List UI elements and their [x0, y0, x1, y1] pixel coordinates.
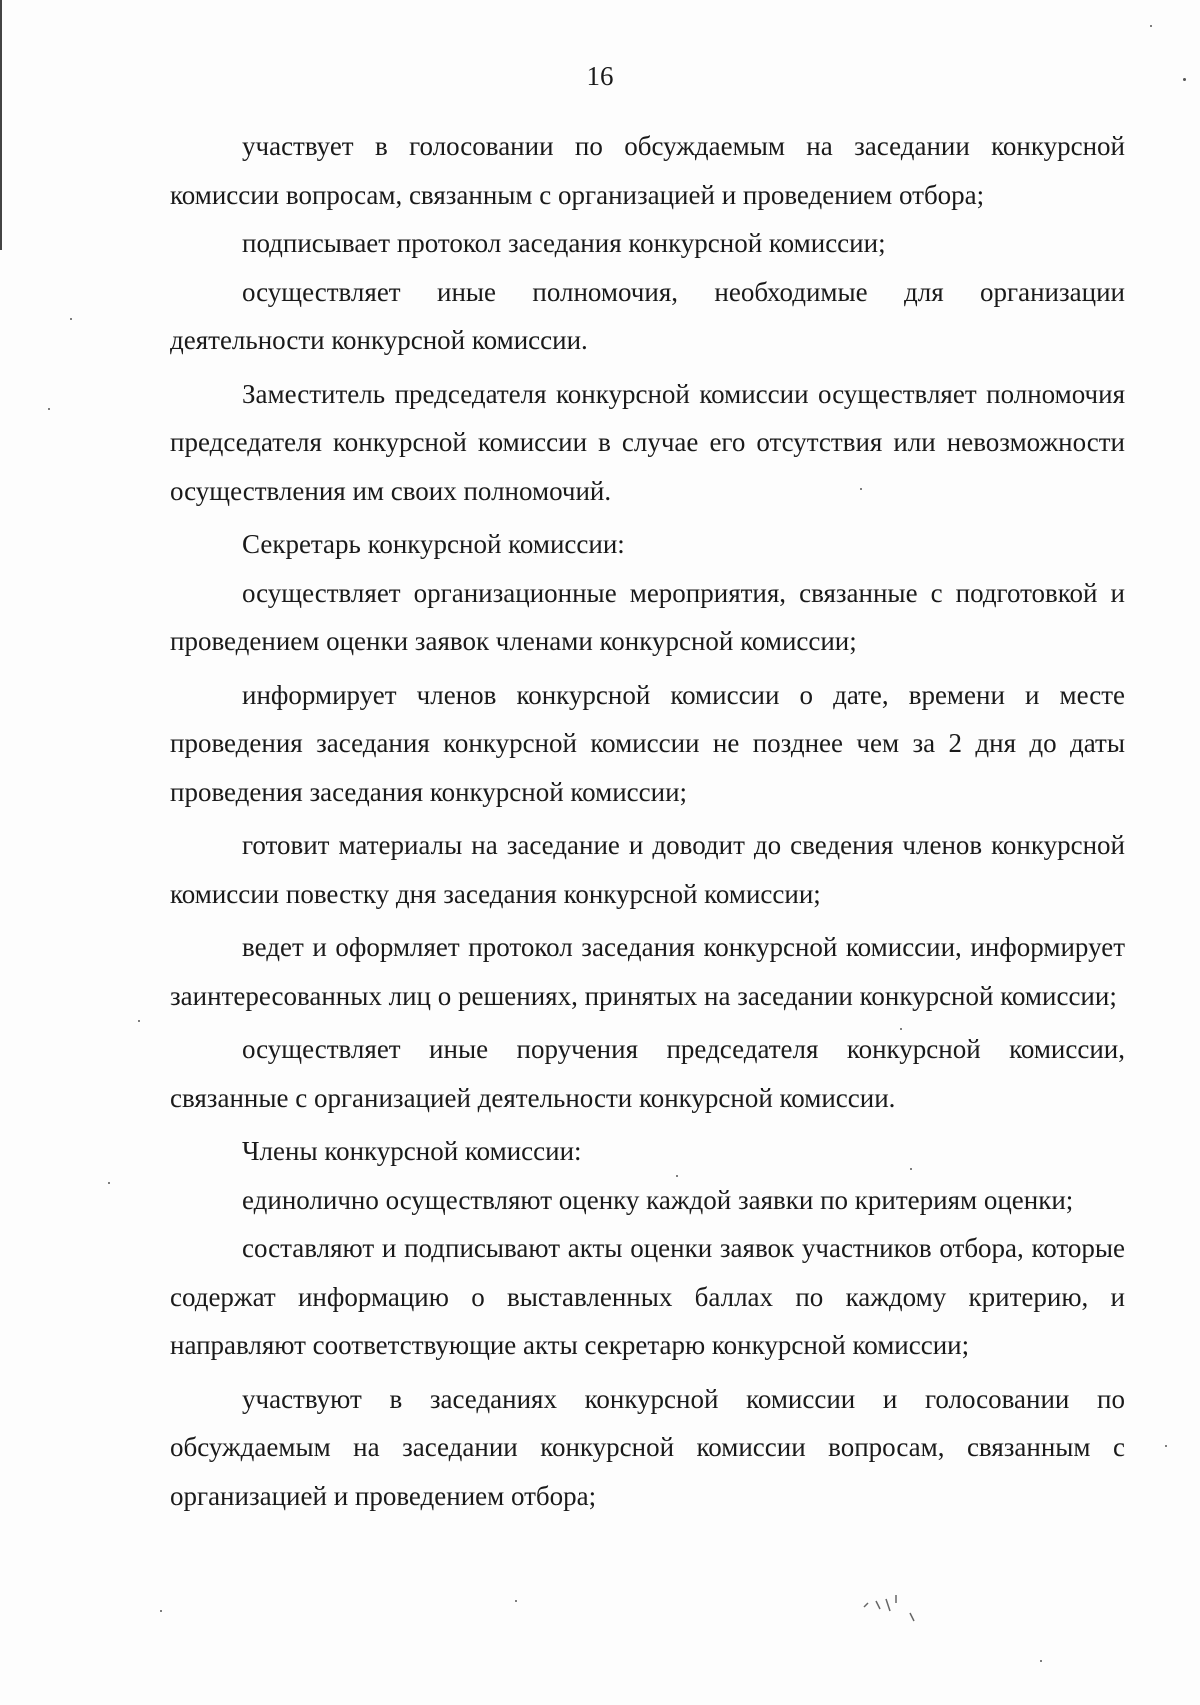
- scan-speck: [1150, 25, 1152, 27]
- paragraph-chair-other-powers: осуществляет иные полномочия, необходимые для организации деятельности конкурсной комиссии.: [170, 276, 1125, 355]
- scan-speck: [515, 1600, 517, 1602]
- paragraph-chair-signs-protocol: подписывает протокол заседания конкурсной комиссии;: [242, 228, 886, 258]
- paragraph-members-voting: участвуют в заседаниях конкурсной комиссии и голосовании по обсуждаемым на заседании конкурсной комиссии вопросам, связанным с организацией и проведением отбора;: [170, 1383, 1125, 1511]
- scan-speck: [70, 318, 72, 320]
- scan-speck: [1040, 1660, 1042, 1662]
- paragraph-secretary-protocol: ведет и оформляет протокол заседания конкурсной комиссии, информирует заинтересованных лиц о решениях, принятых на заседании конкурсной комиссии;: [170, 932, 1125, 1011]
- paragraph-secretary-organizes: осуществляет организационные мероприятия, связанные с подготовкой и проведением оценки заявок членами конкурсной комиссии;: [170, 577, 1125, 656]
- scan-speck: [160, 1610, 162, 1612]
- scan-speck: [860, 488, 862, 490]
- paragraph-secretary-informs: информирует членов конкурсной комиссии о дате, времени и месте проведения заседания конкурсной комиссии не позднее чем за 2 дня до даты проведения заседания конкурсной комиссии;: [170, 679, 1125, 807]
- scan-speck: [1183, 78, 1186, 81]
- scan-speck: [108, 1182, 110, 1184]
- scan-speck: [138, 1020, 140, 1022]
- paragraph-deputy-chair: Заместитель председателя конкурсной комиссии осуществляет полномочия председателя конкурсной комиссии в случае его отсутствия или невозможности осуществления им своих полномочий.: [170, 378, 1125, 506]
- paragraph-members-evaluate: единолично осуществляют оценку каждой заявки по критериям оценки;: [242, 1184, 1074, 1215]
- scan-speck: [910, 1168, 912, 1170]
- paragraph-secretary-prepares: готовит материалы на заседание и доводит до сведения членов конкурсной комиссии повестку дня заседания конкурсной комиссии;: [170, 830, 1125, 909]
- heading-members: Члены конкурсной комиссии:: [242, 1136, 582, 1166]
- page-number: 16: [586, 61, 614, 91]
- scan-speck: [676, 1175, 678, 1177]
- document-body: [170, 122, 1125, 1520]
- scan-edge-line: [0, 0, 2, 250]
- paragraph-chair-voting: участвует в голосовании по обсуждаемым на заседании конкурсной комиссии вопросам, связанным с организацией и проведением отбора;: [170, 131, 1125, 210]
- pen-mark: [862, 1585, 922, 1625]
- scan-speck: [900, 1028, 902, 1030]
- scan-speck: [1165, 1445, 1167, 1447]
- heading-secretary: Секретарь конкурсной комиссии:: [242, 529, 625, 559]
- scan-speck: [48, 408, 50, 410]
- paragraph-members-acts: составляют и подписывают акты оценки заявок участников отбора, которые содержат информацию о выставленных баллах по каждому критерию, и направляют соответствующие акты секретарю конкурсной комиссии;: [170, 1233, 1125, 1360]
- paragraph-secretary-other: осуществляет иные поручения председателя конкурсной комиссии, связанные с организацией деятельности конкурсной комиссии.: [170, 1034, 1125, 1113]
